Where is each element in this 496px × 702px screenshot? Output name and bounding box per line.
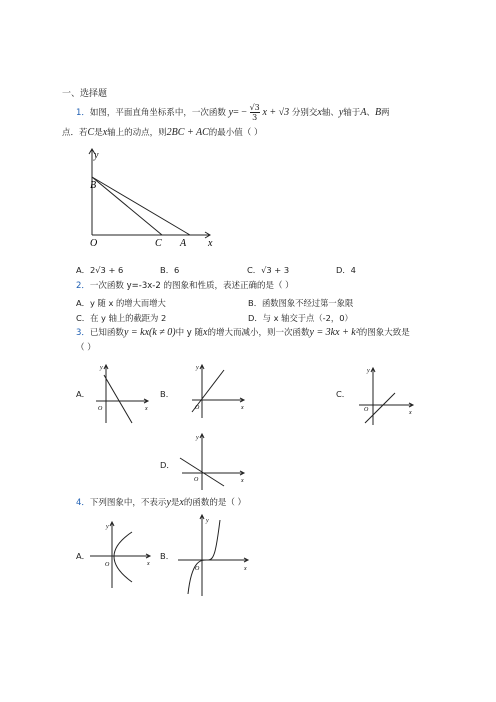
svg-text:y: y — [206, 518, 209, 524]
q4-graph-a[interactable] — [88, 518, 154, 590]
svg-text:O: O — [105, 562, 110, 568]
q2-option-a[interactable]: A．y 随 x 的增大而增大 — [76, 298, 166, 308]
q3-graph-a[interactable] — [92, 361, 154, 426]
q4-option-a[interactable]: A． — [76, 551, 90, 561]
svg-text:x: x — [241, 478, 244, 484]
section-title: 一、选择题 — [62, 89, 108, 99]
q2-option-c[interactable]: C．在 y 轴上的截距为 2 — [76, 313, 167, 323]
q1-fig-label-O: O — [90, 238, 98, 249]
q2-stem: 2．一次函数 y=-3x-2 的图象和性质，表述正确的是（ ） — [76, 281, 294, 291]
q1-fig-label-B: B — [90, 180, 97, 191]
q3-option-b[interactable]: B． — [160, 389, 174, 399]
q3-number: 3． — [76, 328, 90, 338]
q3-option-c[interactable]: C． — [336, 389, 351, 399]
svg-text:O: O — [195, 566, 200, 572]
svg-text:x: x — [241, 405, 244, 411]
svg-text:y: y — [367, 368, 370, 374]
svg-text:y: y — [106, 524, 109, 530]
svg-text:x: x — [244, 566, 247, 572]
q1-fig-label-x: x — [208, 238, 213, 249]
svg-text:O: O — [194, 477, 199, 483]
q1-fraction: $\frac{√3}{3}$ — [249, 103, 260, 122]
svg-text:x: x — [409, 410, 412, 416]
svg-text:y: y — [196, 435, 199, 441]
q1-figure — [82, 145, 222, 250]
svg-text:y: y — [196, 365, 199, 371]
q1-fig-label-y: y — [94, 150, 99, 161]
q1-option-b[interactable]: B．6 — [160, 265, 180, 275]
q1-line1: 1．如图，平面直角坐标系中，一次函数 y= − $\frac{√3}{3}$ x + √3 分别交x轴、y轴于A、B两 — [76, 103, 390, 122]
q2-number: 2． — [76, 281, 90, 291]
q1-fig-label-A: A — [180, 238, 187, 249]
q1-option-d[interactable]: D．4 — [336, 265, 356, 275]
q3-graph-c[interactable] — [355, 365, 417, 427]
q4-stem: 4．下列图象中，不表示y是x的函数的是（ ） — [76, 497, 247, 508]
q1-option-c[interactable]: C．√3 + 3 — [247, 265, 290, 275]
svg-text:O: O — [195, 405, 200, 411]
q3-line1: 3．已知函数y = kx(k ≠ 0)中 y 随x的增大而减小，则一次函数y = 3kx + k²的图象大致是 — [76, 327, 410, 338]
q3-graph-b[interactable] — [188, 362, 250, 420]
svg-text:x: x — [147, 561, 150, 567]
q3-graph-d[interactable] — [178, 430, 250, 492]
q3-option-a[interactable]: A． — [76, 389, 90, 399]
q1-option-a[interactable]: A．2√3 + 6 — [76, 265, 124, 275]
q1-fig-label-C: C — [155, 238, 162, 249]
svg-text:x: x — [145, 406, 148, 412]
q2-option-d[interactable]: D．与 x 轴交于点（-2，0） — [248, 313, 353, 323]
svg-text:O: O — [364, 407, 369, 413]
q4-number: 4． — [76, 498, 90, 508]
q4-option-b[interactable]: B． — [160, 551, 174, 561]
q1-number: 1． — [76, 108, 90, 118]
svg-text:y: y — [100, 365, 103, 371]
q2-option-b[interactable]: B．函数图象不经过第一象限 — [248, 298, 354, 308]
q3-line2: （ ） — [76, 343, 96, 353]
q4-graph-b[interactable] — [176, 512, 252, 598]
q3-option-d[interactable]: D． — [160, 460, 175, 470]
q1-line2: 点．若C是x轴上的动点，则2BC + AC的最小值（ ） — [62, 127, 263, 138]
svg-text:O: O — [98, 406, 103, 412]
